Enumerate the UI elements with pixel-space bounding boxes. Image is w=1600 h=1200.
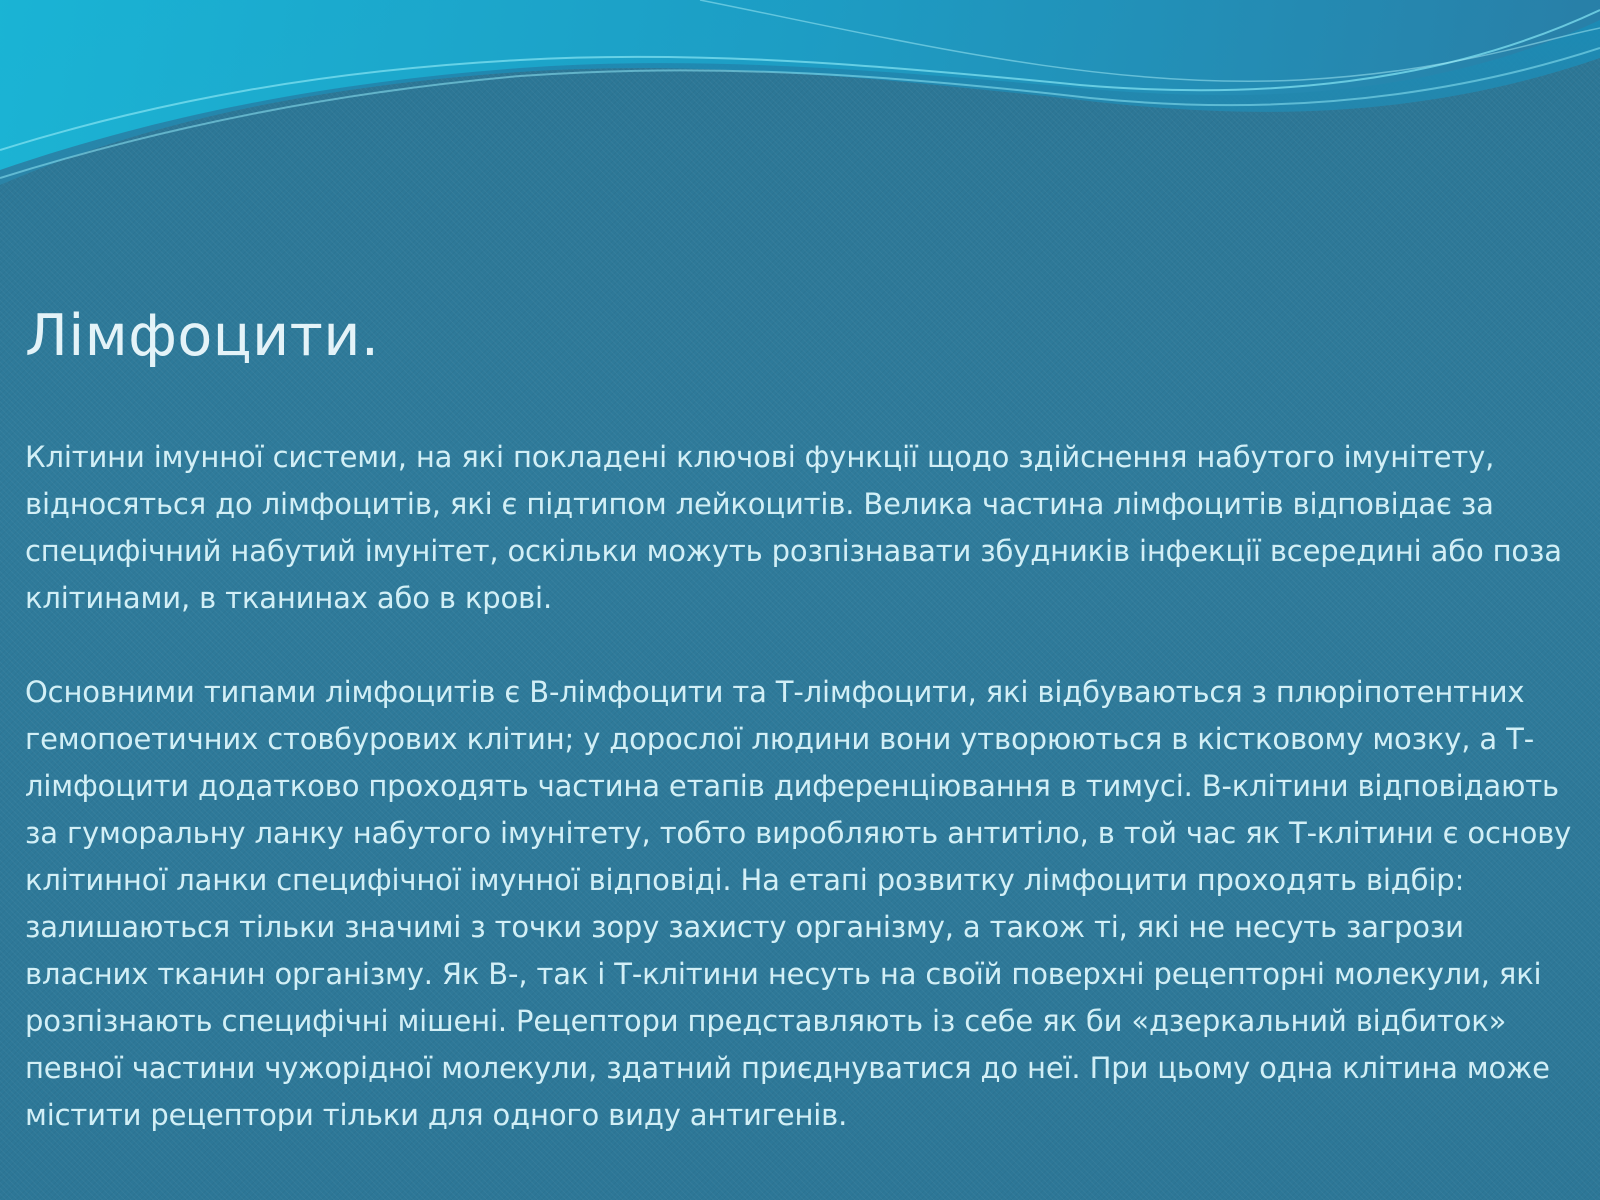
slide-body — [25, 434, 1585, 1139]
paragraph-definition: Клітини імунної системи, на які покладені ключові функції щодо здійснення набутого імунітету, відносяться до лімфоцитів, які є підтипом лейкоцитів. Велика частина лімфоцитів відповідає за специфічний набутий імунітет, оскільки можуть розпізнавати збудників інфекції всередині або поза клітинами, в тканинах або в крові. — [25, 440, 1562, 615]
wave-header-decoration — [0, 0, 1600, 200]
slide-title: Лімфоцити. — [25, 303, 380, 369]
paragraph-types: Основними типами лімфоцитів є В-лімфоцити та Т-лімфоцити, які відбуваються з плюріпотентних гемопоетичних стовбурових клітин; у дорослої людини вони утворюються в кістковому мозку, а Т-лімфоцити додатково проходять частина етапів диференціювання в тимусі. В-клітини відповідають за гуморальну ланку набутого імунітету, тобто виробляють антитіло, в той час як Т-клітини є основу клітинної ланки специфічної імунної відповіді. На етапі розвитку лімфоцити проходять відбір: залишаються тільки значимі з точки зору захисту організму, а також ті, які не несуть загрози власних тканин організму. Як В-, так і Т-клітини несуть на своїй поверхні рецепторні молекули, які розпізнають специфічні мішені. Рецептори представляють із себе як би «дзеркальний відбиток» певної частини чужорідної молекули, здатний приєднуватися до неї. При цьому одна клітина може містити рецептори тільки для одного виду антигенів. — [25, 675, 1572, 1132]
